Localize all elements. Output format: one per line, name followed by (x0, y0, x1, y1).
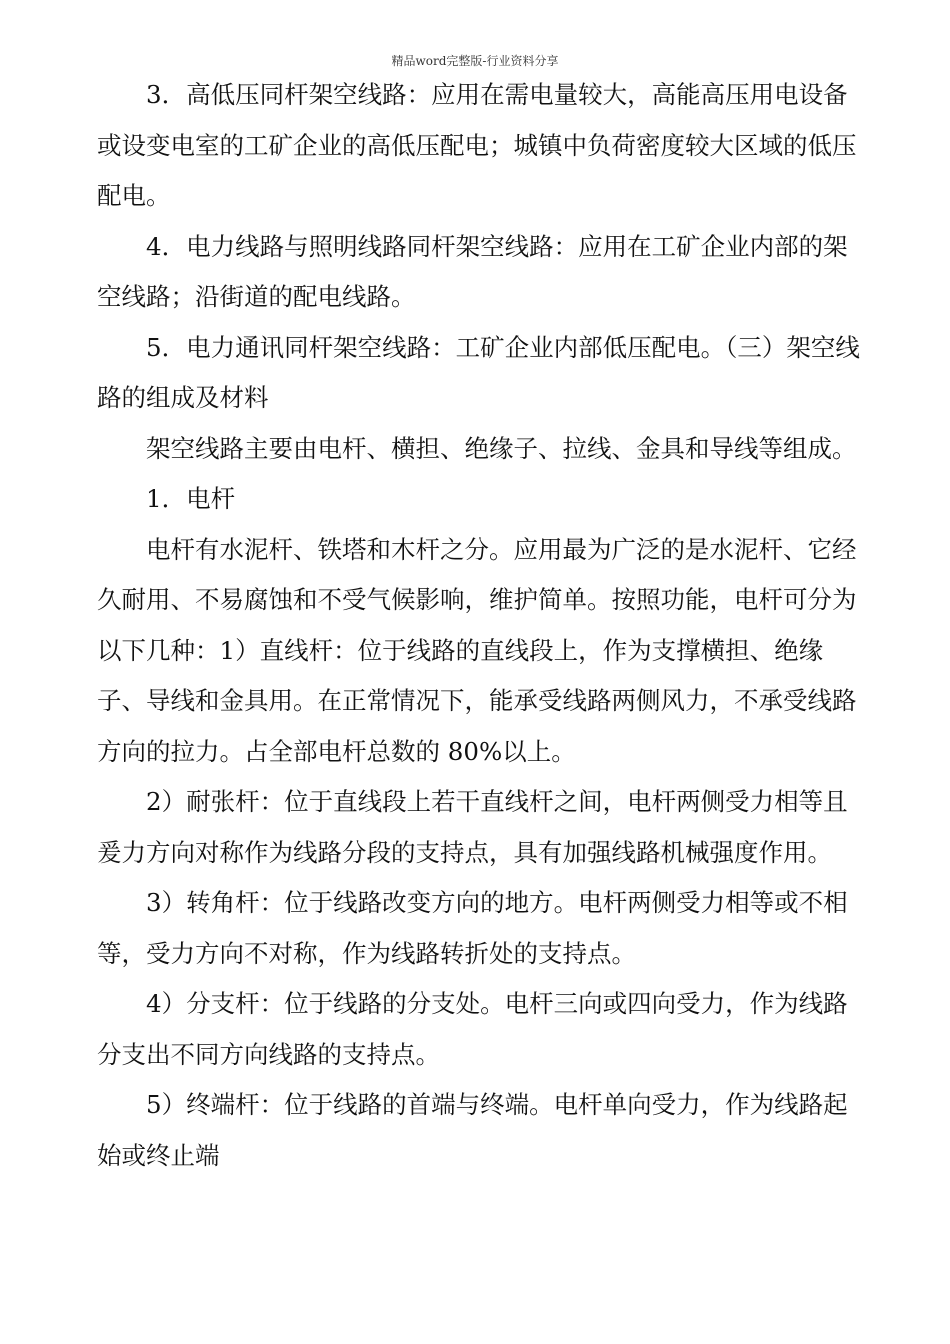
document-body (97, 70, 862, 1181)
paragraph: 5）终端杆：位于线路的首端与终端。电杆单向受力，作为线路起始或终止端 (97, 1090, 848, 1170)
section-heading: 1．电杆 (146, 484, 236, 513)
paragraph: 4）分支杆：位于线路的分支处。电杆三向或四向受力，作为线路分支出不同方向线路的支持点。 (97, 989, 848, 1069)
paragraph: 2）耐张杆：位于直线段上若干直线杆之间，电杆两侧受力相等且爰力方向对称作为线路分段的支持点，具有加强线路机械强度作用。 (97, 787, 848, 867)
page-header: 精品word完整版-行业资料分享 (391, 54, 559, 68)
paragraph: 电杆有水泥杆、铁塔和木杆之分。应用最为广泛的是水泥杆、它经久耐用、不易腐蚀和不受气候影响，维护简单。按照功能，电杆可分为以下几种：1）直线杆：位于线路的直线段上，作为支撑横担、绝缘子、导线和金具用。在正常情况下，能承受线路两侧风力，不承受线路方向的拉力。占全部电杆总数的 80%以上。 (97, 534, 857, 766)
paragraph: 4．电力线路与照明线路同杆架空线路：应用在工矿企业内部的架空线路；沿街道的配电线路。 (97, 231, 848, 311)
paragraph: 5．电力通讯同杆架空线路：工矿企业内部低压配电。（三）架空线路的组成及材料 (97, 332, 860, 412)
paragraph: 架空线路主要由电杆、横担、绝缘子、拉线、金具和导线等组成。 (146, 433, 857, 463)
paragraph: 3．高低压同杆架空线路：应用在需电量较大，高能高压用电设备或设变电室的工矿企业的高低压配电；城镇中负荷密度较大区域的低压配电。 (97, 80, 857, 210)
paragraph: 3）转角杆：位于线路改变方向的地方。电杆两侧受力相等或不相等，受力方向不对称，作为线路转折处的支持点。 (97, 888, 848, 968)
